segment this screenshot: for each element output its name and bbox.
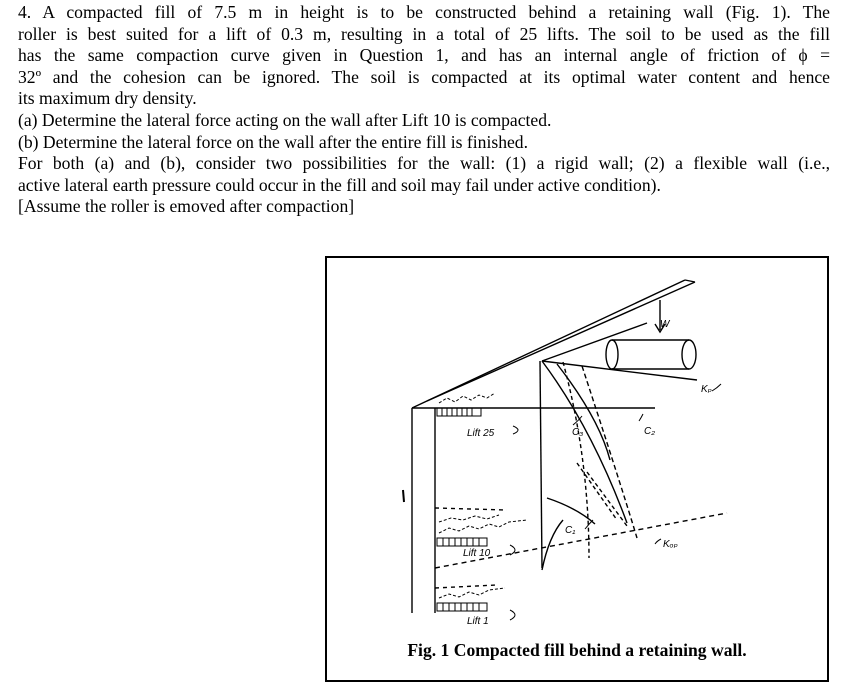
c2-label: C₂ bbox=[644, 426, 656, 437]
lift-10-wedge bbox=[435, 463, 727, 588]
question-line: roller is best suited for a lift of 0.3 m, resulting in a total of 25 lifts. The soil to be used as the fill bbox=[18, 23, 830, 44]
question-line: its maximum dry density. bbox=[18, 88, 197, 109]
question-line: 32º and the cohesion can be ignored. The soil is compacted at its optimal water content and hence bbox=[18, 66, 830, 87]
roller-weight-label: W bbox=[660, 319, 670, 330]
kp-label: Kₚ bbox=[701, 384, 712, 395]
fill-slope bbox=[412, 280, 695, 408]
kop-label: Kₒₚ bbox=[663, 539, 678, 550]
c1-label: C₁ bbox=[565, 525, 576, 536]
question-part-a: (a) Determine the lateral force acting on the wall after Lift 10 is compacted. bbox=[18, 109, 552, 130]
question-assumption: [Assume the roller is emoved after compaction] bbox=[18, 196, 355, 217]
question-text bbox=[18, 2, 830, 218]
c3-label: C₃ bbox=[572, 427, 584, 438]
question-line: active lateral earth pressure could occur in the fill and soil may fail under active condition). bbox=[18, 174, 661, 195]
figure-caption: Fig. 1 Compacted fill behind a retaining wall. bbox=[407, 640, 747, 660]
retaining-wall-diagram bbox=[327, 258, 827, 680]
retaining-wall bbox=[403, 408, 435, 613]
lift-1-label: Lift 1 bbox=[467, 616, 489, 627]
figure-frame bbox=[325, 256, 829, 682]
question-line: has the same compaction curve given in Question 1, and has an internal angle of friction of ϕ = bbox=[18, 45, 830, 66]
question-part-b: (b) Determine the lateral force on the wall after the entire fill is finished. bbox=[18, 131, 529, 152]
lift-25-label: Lift 25 bbox=[467, 428, 495, 439]
lift-10-label: Lift 10 bbox=[463, 548, 491, 559]
question-line: For both (a) and (b), consider two possibilities for the wall: (1) a rigid wall; (2) a flexible wall (i.e., bbox=[18, 153, 830, 174]
question-line: 4. A compacted fill of 7.5 m in height is to be constructed behind a retaining wall (Fig. 1). The bbox=[18, 2, 830, 22]
